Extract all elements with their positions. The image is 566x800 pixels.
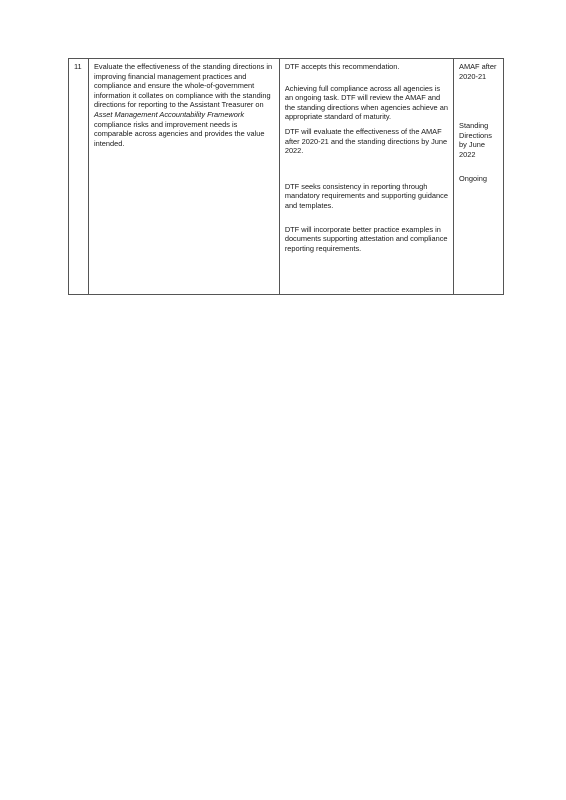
recommendation-text-cell <box>88 59 279 295</box>
recommendation-number: 11 <box>74 62 82 71</box>
recommendations-table <box>68 58 504 295</box>
response-paragraph: DTF seeks consistency in reporting through mandatory requirements and supporting guidance and templates. <box>284 181 448 210</box>
recommendation-text-part: Evaluate the effectiveness of the standing directions in improving financial management practices and compliance and ensure the whole-of-government information it collates on compliance with the standing directions for reporting to the Assistant Treasurer on <box>93 62 273 110</box>
response-cell <box>279 59 453 295</box>
recommendation-number-cell <box>69 59 89 295</box>
timing-entry: AMAF after 2020-21 <box>459 62 497 81</box>
recommendation-text-part: compliance risks and improvement needs is comparable across agencies and provides the value intended. <box>93 119 265 148</box>
framework-name: Asset Management Accountability Framework <box>93 109 245 119</box>
response-paragraph: DTF will evaluate the effectiveness of the AMAF after 2020-21 and the standing directions by June 2022. <box>284 126 448 156</box>
timing-entry: Standing Directions by June 2022 <box>459 121 492 159</box>
response-paragraph: DTF will incorporate better practice examples in documents supporting attestation and compliance reporting requirements. <box>284 224 448 253</box>
recommendation-text <box>94 62 272 148</box>
table-row <box>69 59 504 295</box>
response-paragraph: Achieving full compliance across all agencies is an ongoing task. DTF will review the AMAF and the standing directions when agencies achieve an appropriate standard of maturity. <box>284 83 448 122</box>
timing-entry: Ongoing <box>459 173 487 183</box>
response-paragraph: DTF accepts this recommendation. <box>284 62 400 71</box>
timing-cell <box>454 59 504 295</box>
